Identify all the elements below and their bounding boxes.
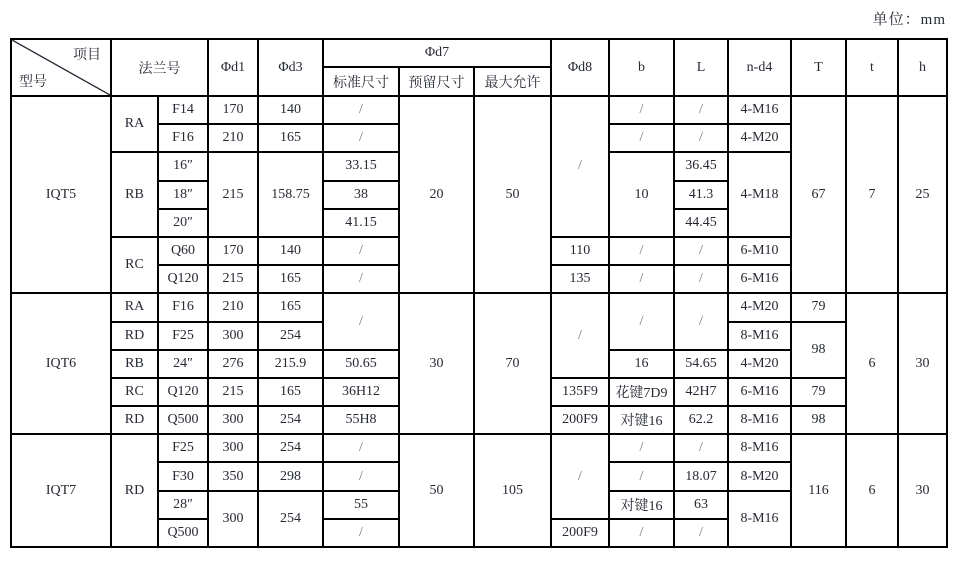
table-cell: 215 [208,152,258,237]
table-cell: / [609,434,674,462]
table-cell: 70 [474,293,551,434]
col-header-T: T [791,39,846,96]
table-cell: 215 [208,265,258,293]
table-cell: 98 [791,406,846,434]
col-header-d3: Φd3 [258,39,323,96]
table-cell: 140 [258,96,323,124]
table-cell: 170 [208,96,258,124]
table-cell: 41.3 [674,181,728,209]
flange-group-cell: RD [111,434,158,547]
table-cell: Q60 [158,237,208,265]
table-cell: 158.75 [258,152,323,237]
table-cell: 16″ [158,152,208,180]
table-cell: 33.15 [323,152,399,180]
table-cell: 8-M16 [728,322,791,350]
table-cell: / [609,293,674,349]
table-cell: 300 [208,491,258,547]
header-model-label: 型号 [19,75,47,90]
col-header-L: L [674,39,728,96]
table-cell: 对键16 [609,491,674,519]
col-header-b: b [609,39,674,96]
table-cell: / [323,96,399,124]
table-cell: 6-M16 [728,265,791,293]
table-cell: / [674,293,728,349]
table-body [11,96,947,547]
table-cell: 200F9 [551,519,609,547]
table-cell: F16 [158,293,208,321]
table-cell: Q120 [158,378,208,406]
table-cell: 200F9 [551,406,609,434]
table-cell: 50 [474,96,551,293]
table-cell: 30 [898,434,947,547]
col-header-nd4: n-d4 [728,39,791,96]
table-cell: F16 [158,124,208,152]
table-cell: 8-M16 [728,406,791,434]
table-cell: 38 [323,181,399,209]
table-cell: / [323,265,399,293]
table-cell: 62.2 [674,406,728,434]
table-cell: 44.45 [674,209,728,237]
table-cell: / [674,265,728,293]
table-cell: 41.15 [323,209,399,237]
table-cell: F25 [158,434,208,462]
col-header-t: t [846,39,898,96]
table-header [11,39,947,96]
table-cell: 6-M16 [728,378,791,406]
header-item-label: 项目 [73,48,101,63]
table-cell: 8-M16 [728,434,791,462]
flange-group-cell: RC [111,378,158,406]
table-cell: / [551,293,609,378]
table-cell: 6 [846,293,898,434]
flange-group-cell: RD [111,406,158,434]
table-cell: 170 [208,237,258,265]
table-cell: / [323,434,399,462]
table-cell: 8-M16 [728,491,791,547]
unit-label: 单位：mm [872,12,946,28]
table-cell: 7 [846,96,898,293]
col-header-d7-max: 最大允许 [474,67,551,96]
model-cell: IQT6 [11,293,111,434]
col-header-d7-reserved: 预留尺寸 [399,67,474,96]
table-cell: 105 [474,434,551,547]
table-cell: 对键16 [609,406,674,434]
table-cell: 50 [399,434,474,547]
table-cell: 300 [208,434,258,462]
table-cell: / [323,462,399,490]
model-cell: IQT5 [11,96,111,293]
table-cell: 135 [551,265,609,293]
table-cell: / [674,96,728,124]
table-cell: 165 [258,124,323,152]
table-cell: / [674,519,728,547]
table-cell: 54.65 [674,350,728,378]
table-cell: 116 [791,434,846,547]
table-cell: 6-M10 [728,237,791,265]
table-cell: 20 [399,96,474,293]
table-row [11,434,947,462]
table-cell: 24″ [158,350,208,378]
table-cell: / [551,434,609,519]
table-cell: 254 [258,491,323,547]
table-cell: 10 [609,152,674,237]
table-cell: 16 [609,350,674,378]
table-cell: 110 [551,237,609,265]
table-cell: 140 [258,237,323,265]
table-cell: 215 [208,378,258,406]
table-cell: 254 [258,322,323,350]
table-cell: Q120 [158,265,208,293]
table-cell: 4-M20 [728,350,791,378]
table-cell: 298 [258,462,323,490]
table-cell: / [551,96,609,237]
model-cell: IQT7 [11,434,111,547]
table-cell: / [674,434,728,462]
table-cell: / [674,237,728,265]
table-cell: 79 [791,293,846,321]
table-cell: 55H8 [323,406,399,434]
table-cell: 36.45 [674,152,728,180]
flange-group-cell: RB [111,350,158,378]
table-cell: 300 [208,322,258,350]
flange-group-cell: RA [111,96,158,152]
col-header-d8: Φd8 [551,39,609,96]
table-cell: / [609,519,674,547]
table-cell: 50.65 [323,350,399,378]
table-cell: Q500 [158,519,208,547]
table-cell: 79 [791,378,846,406]
table-row [11,293,947,321]
table-cell: 20″ [158,209,208,237]
table-cell: F14 [158,96,208,124]
flange-group-cell: RC [111,237,158,293]
table-cell: F30 [158,462,208,490]
table-cell: 55 [323,491,399,519]
table-cell: 18.07 [674,462,728,490]
table-cell: / [323,124,399,152]
table-cell: 36H12 [323,378,399,406]
flange-group-cell: RA [111,293,158,321]
table-cell: 350 [208,462,258,490]
table-cell: 210 [208,293,258,321]
table-cell: / [609,265,674,293]
table-cell: 4-M16 [728,96,791,124]
table-cell: / [323,293,399,349]
table-cell: / [674,124,728,152]
table-cell: 花键7D9 [609,378,674,406]
table-cell: 42H7 [674,378,728,406]
table-cell: 300 [208,406,258,434]
table-cell: 210 [208,124,258,152]
table-cell: / [323,237,399,265]
table-cell: / [609,96,674,124]
table-cell: 67 [791,96,846,293]
table-cell: 4-M20 [728,293,791,321]
col-header-h: h [898,39,947,96]
table-cell: 165 [258,293,323,321]
flange-group-cell: RD [111,322,158,350]
table-cell: 18″ [158,181,208,209]
table-cell: 215.9 [258,350,323,378]
table-cell: F25 [158,322,208,350]
table-cell: Q500 [158,406,208,434]
table-cell: 254 [258,406,323,434]
diagonal-header-cell [11,39,111,96]
table-cell: 4-M20 [728,124,791,152]
table-cell: 254 [258,434,323,462]
table-cell: 30 [898,293,947,434]
col-header-d7: Φd7 [323,39,551,67]
table-cell: / [323,519,399,547]
table-cell: 135F9 [551,378,609,406]
col-header-d1: Φd1 [208,39,258,96]
table-cell: 28″ [158,491,208,519]
table-cell: 165 [258,378,323,406]
flange-group-cell: RB [111,152,158,237]
table-cell: 165 [258,265,323,293]
spec-table [10,38,948,548]
table-cell: / [609,124,674,152]
table-cell: / [609,237,674,265]
col-header-flange: 法兰号 [111,39,208,96]
table-cell: 30 [399,293,474,434]
table-cell: 276 [208,350,258,378]
table-row [11,96,947,124]
table-cell: 8-M20 [728,462,791,490]
table-cell: 63 [674,491,728,519]
table-cell: / [609,462,674,490]
table-cell: 6 [846,434,898,547]
table-cell: 4-M18 [728,152,791,237]
table-cell: 98 [791,322,846,378]
col-header-d7-standard: 标准尺寸 [323,67,399,96]
table-cell: 25 [898,96,947,293]
